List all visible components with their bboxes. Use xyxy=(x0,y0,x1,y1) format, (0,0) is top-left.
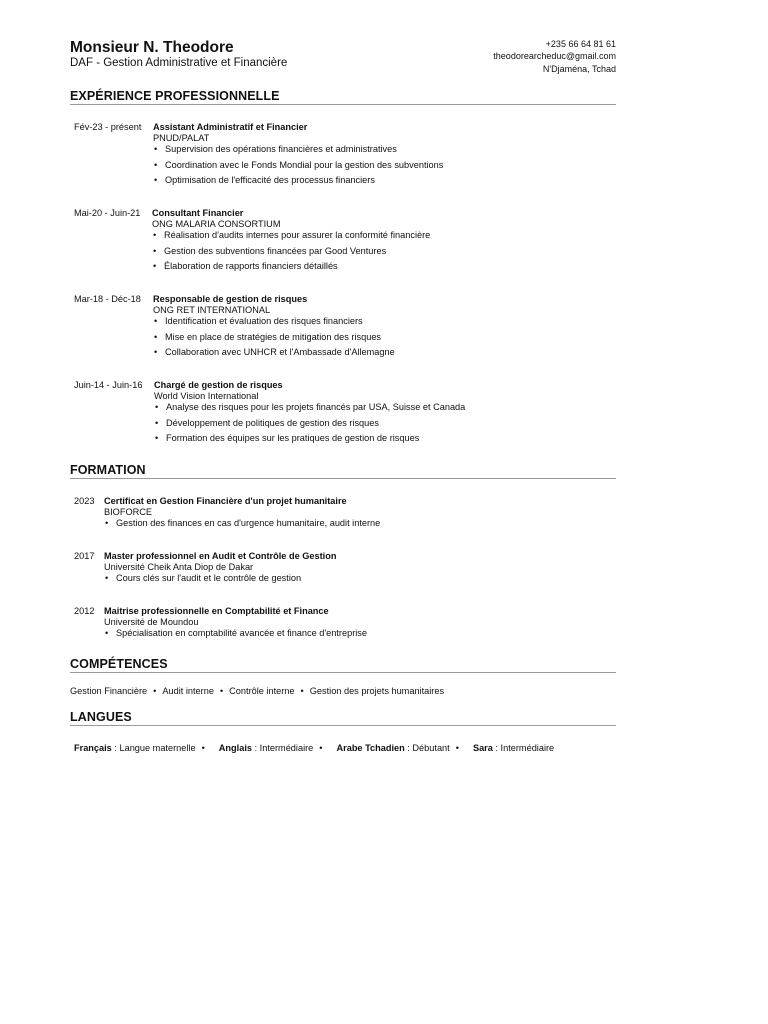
entry-title: Master professionnel en Audit et Contrôle de Gestion xyxy=(104,551,337,561)
entry-title: Consultant Financier xyxy=(152,208,244,218)
email: theodorearcheduc@gmail.com xyxy=(493,51,616,62)
section-title-education: FORMATION xyxy=(70,463,616,479)
list-item: • Collaboration avec UNHCR et l'Ambassade d'Allemagne xyxy=(154,347,395,357)
list-item: • Analyse des risques pour les projets financés par USA, Suisse et Canada xyxy=(155,402,466,412)
entry-org: BIOFORCE xyxy=(104,507,152,517)
entry-date: Mai-20 - Juin-21 xyxy=(74,208,141,218)
list-item: • Développement de politiques de gestion des risques xyxy=(155,417,379,428)
section-title-experience: EXPÉRIENCE PROFESSIONNELLE xyxy=(70,89,616,105)
entry-org: World Vision International xyxy=(154,391,259,401)
location: N'Djaména, Tchad xyxy=(542,63,616,74)
language-item: Français : Langue maternelle • xyxy=(74,743,205,753)
entry-title: Chargé de gestion de risques xyxy=(154,380,283,390)
section-title-skills: COMPÉTENCES xyxy=(70,657,616,673)
entry-date: Mar-18 - Déc-18 xyxy=(74,294,141,304)
skill-item: Contrôle interne xyxy=(229,686,295,696)
entry-date: Juin-14 - Juin-16 xyxy=(74,380,143,390)
candidate-name: Monsieur N. Theodore xyxy=(70,39,234,56)
section-title-languages: LANGUES xyxy=(70,710,616,726)
language-item: Anglais : Intermédiaire • xyxy=(218,743,323,753)
phone: +235 66 64 81 61 xyxy=(545,39,616,49)
list-item: • Formation des équipes sur les pratiques de gestion de risques xyxy=(155,433,420,443)
skills-list: Gestion Financière • Audit interne • Contrôle interne • Gestion des projets humanitaires xyxy=(70,686,445,696)
list-item: • Élaboration de rapports financiers détaillés xyxy=(153,261,338,271)
skill-item: Audit interne xyxy=(162,686,214,696)
entry-year: 2023 xyxy=(74,496,95,506)
list-item: • Spécialisation en comptabilité avancée et finance d'entreprise xyxy=(105,628,367,638)
list-item: • Réalisation d'audits internes pour assurer la conformité financière xyxy=(153,230,431,240)
entry-title: Responsable de gestion de risques xyxy=(153,294,308,304)
list-item: • Gestion des finances en cas d'urgence humanitaire, audit interne xyxy=(105,518,381,528)
candidate-title: DAF - Gestion Administrative et Financière xyxy=(70,57,288,69)
list-item: • Coordination avec le Fonds Mondial pour la gestion des subventions xyxy=(154,159,444,170)
entry-org: Université de Moundou xyxy=(104,617,199,627)
list-item: • Identification et évaluation des risques financiers xyxy=(154,316,363,326)
entry-org: ONG RET INTERNATIONAL xyxy=(153,305,271,315)
list-item: • Cours clés sur l'audit et le contrôle de gestion xyxy=(105,573,302,583)
entry-date: Fév-23 - présent xyxy=(74,122,142,132)
list-item: • Optimisation de l'efficacité des processus financiers xyxy=(154,175,375,185)
entry-title: Certificat en Gestion Financière d'un projet humanitaire xyxy=(104,496,347,506)
list-item: • Gestion des subventions financées par Good Ventures xyxy=(153,245,387,256)
language-item: Sara : Intermédiaire xyxy=(472,743,555,753)
entry-title: Maitrise professionnelle en Comptabilité et Finance xyxy=(104,606,329,616)
skill-item: Gestion des projets humanitaires xyxy=(309,686,445,696)
entry-org: ONG MALARIA CONSORTIUM xyxy=(152,219,281,229)
entry-org: PNUD/PALAT xyxy=(153,133,210,143)
list-item: • Mise en place de stratégies de mitigation des risques xyxy=(154,331,382,342)
list-item: • Supervision des opérations financières et administratives xyxy=(154,144,397,154)
contact-block xyxy=(493,38,616,75)
entry-year: 2017 xyxy=(74,551,95,561)
language-item: Arabe Tchadien : Débutant • xyxy=(336,743,459,753)
entry-org: Université Cheik Anta Diop de Dakar xyxy=(104,562,254,572)
entry-title: Assistant Administratif et Financier xyxy=(153,122,308,132)
languages-list xyxy=(74,743,568,753)
entry-year: 2012 xyxy=(74,606,95,616)
skill-item: Gestion Financière xyxy=(70,686,148,696)
